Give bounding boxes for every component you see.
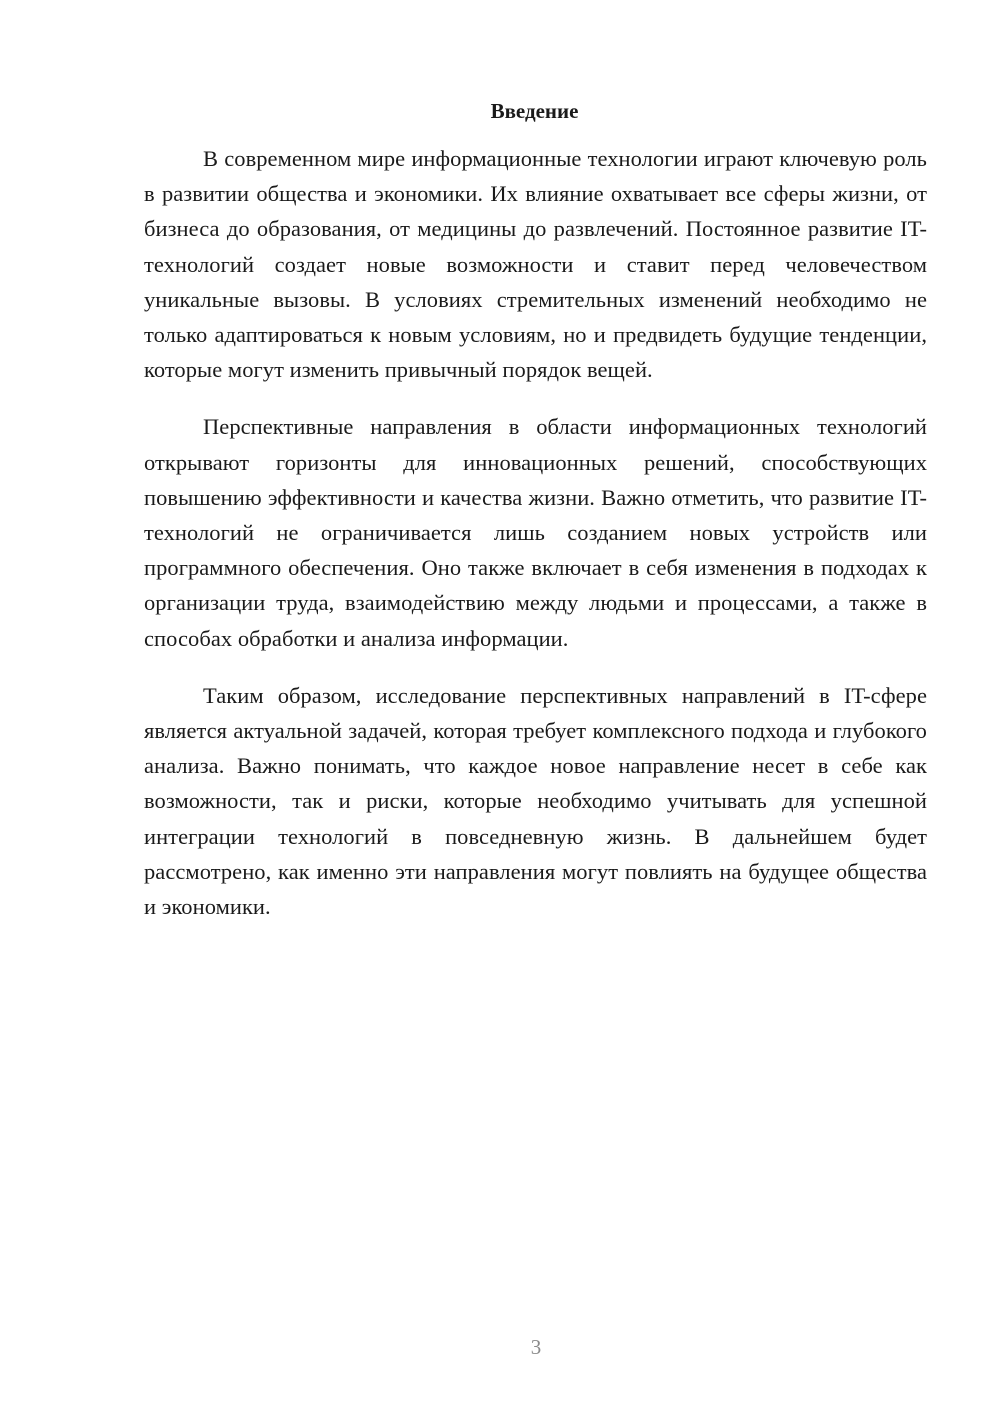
page-number: 3 — [530, 1335, 542, 1359]
paragraph-2: Перспективные направления в области информационных технологий открывают горизонты для инновационных решений, способствующих повышению эффективности и качества жизни. Важно отметить, что развитие IT-технологий не ограничивается лишь созданием новых устройств или программного обеспечения. Оно также включает в себя изменения в подходах к организации труда, взаимодействию между людьми и процессами, а также в способах обработки и анализа информации. — [144, 414, 927, 651]
page-title: Введение — [490, 99, 579, 123]
page-body — [144, 94, 927, 946]
paragraph-1: В современном мире информационные технологии играют ключевую роль в развитии общества и экономики. Их влияние охватывает все сферы жизни, от бизнеса до образования, от медицины до развлечений. Постоянное развитие IT-технологий создает новые возможности и ставит перед человечеством уникальные вызовы. В условиях стремительных изменений необходимо не только адаптироваться к новым условиям, но и предвидеть будущие тенденции, которые могут изменить привычный порядок вещей. — [144, 146, 927, 383]
paragraph-3: Таким образом, исследование перспективных направлений в IT-сфере является актуальной задачей, которая требует комплексного подхода и глубокого анализа. Важно понимать, что каждое новое направление несет в себе как возможности, так и риски, которые необходимо учитывать для успешной интеграции технологий в повседневную жизнь. В дальнейшем будет рассмотрено, как именно эти направления могут повлиять на будущее общества и экономики. — [144, 682, 927, 920]
